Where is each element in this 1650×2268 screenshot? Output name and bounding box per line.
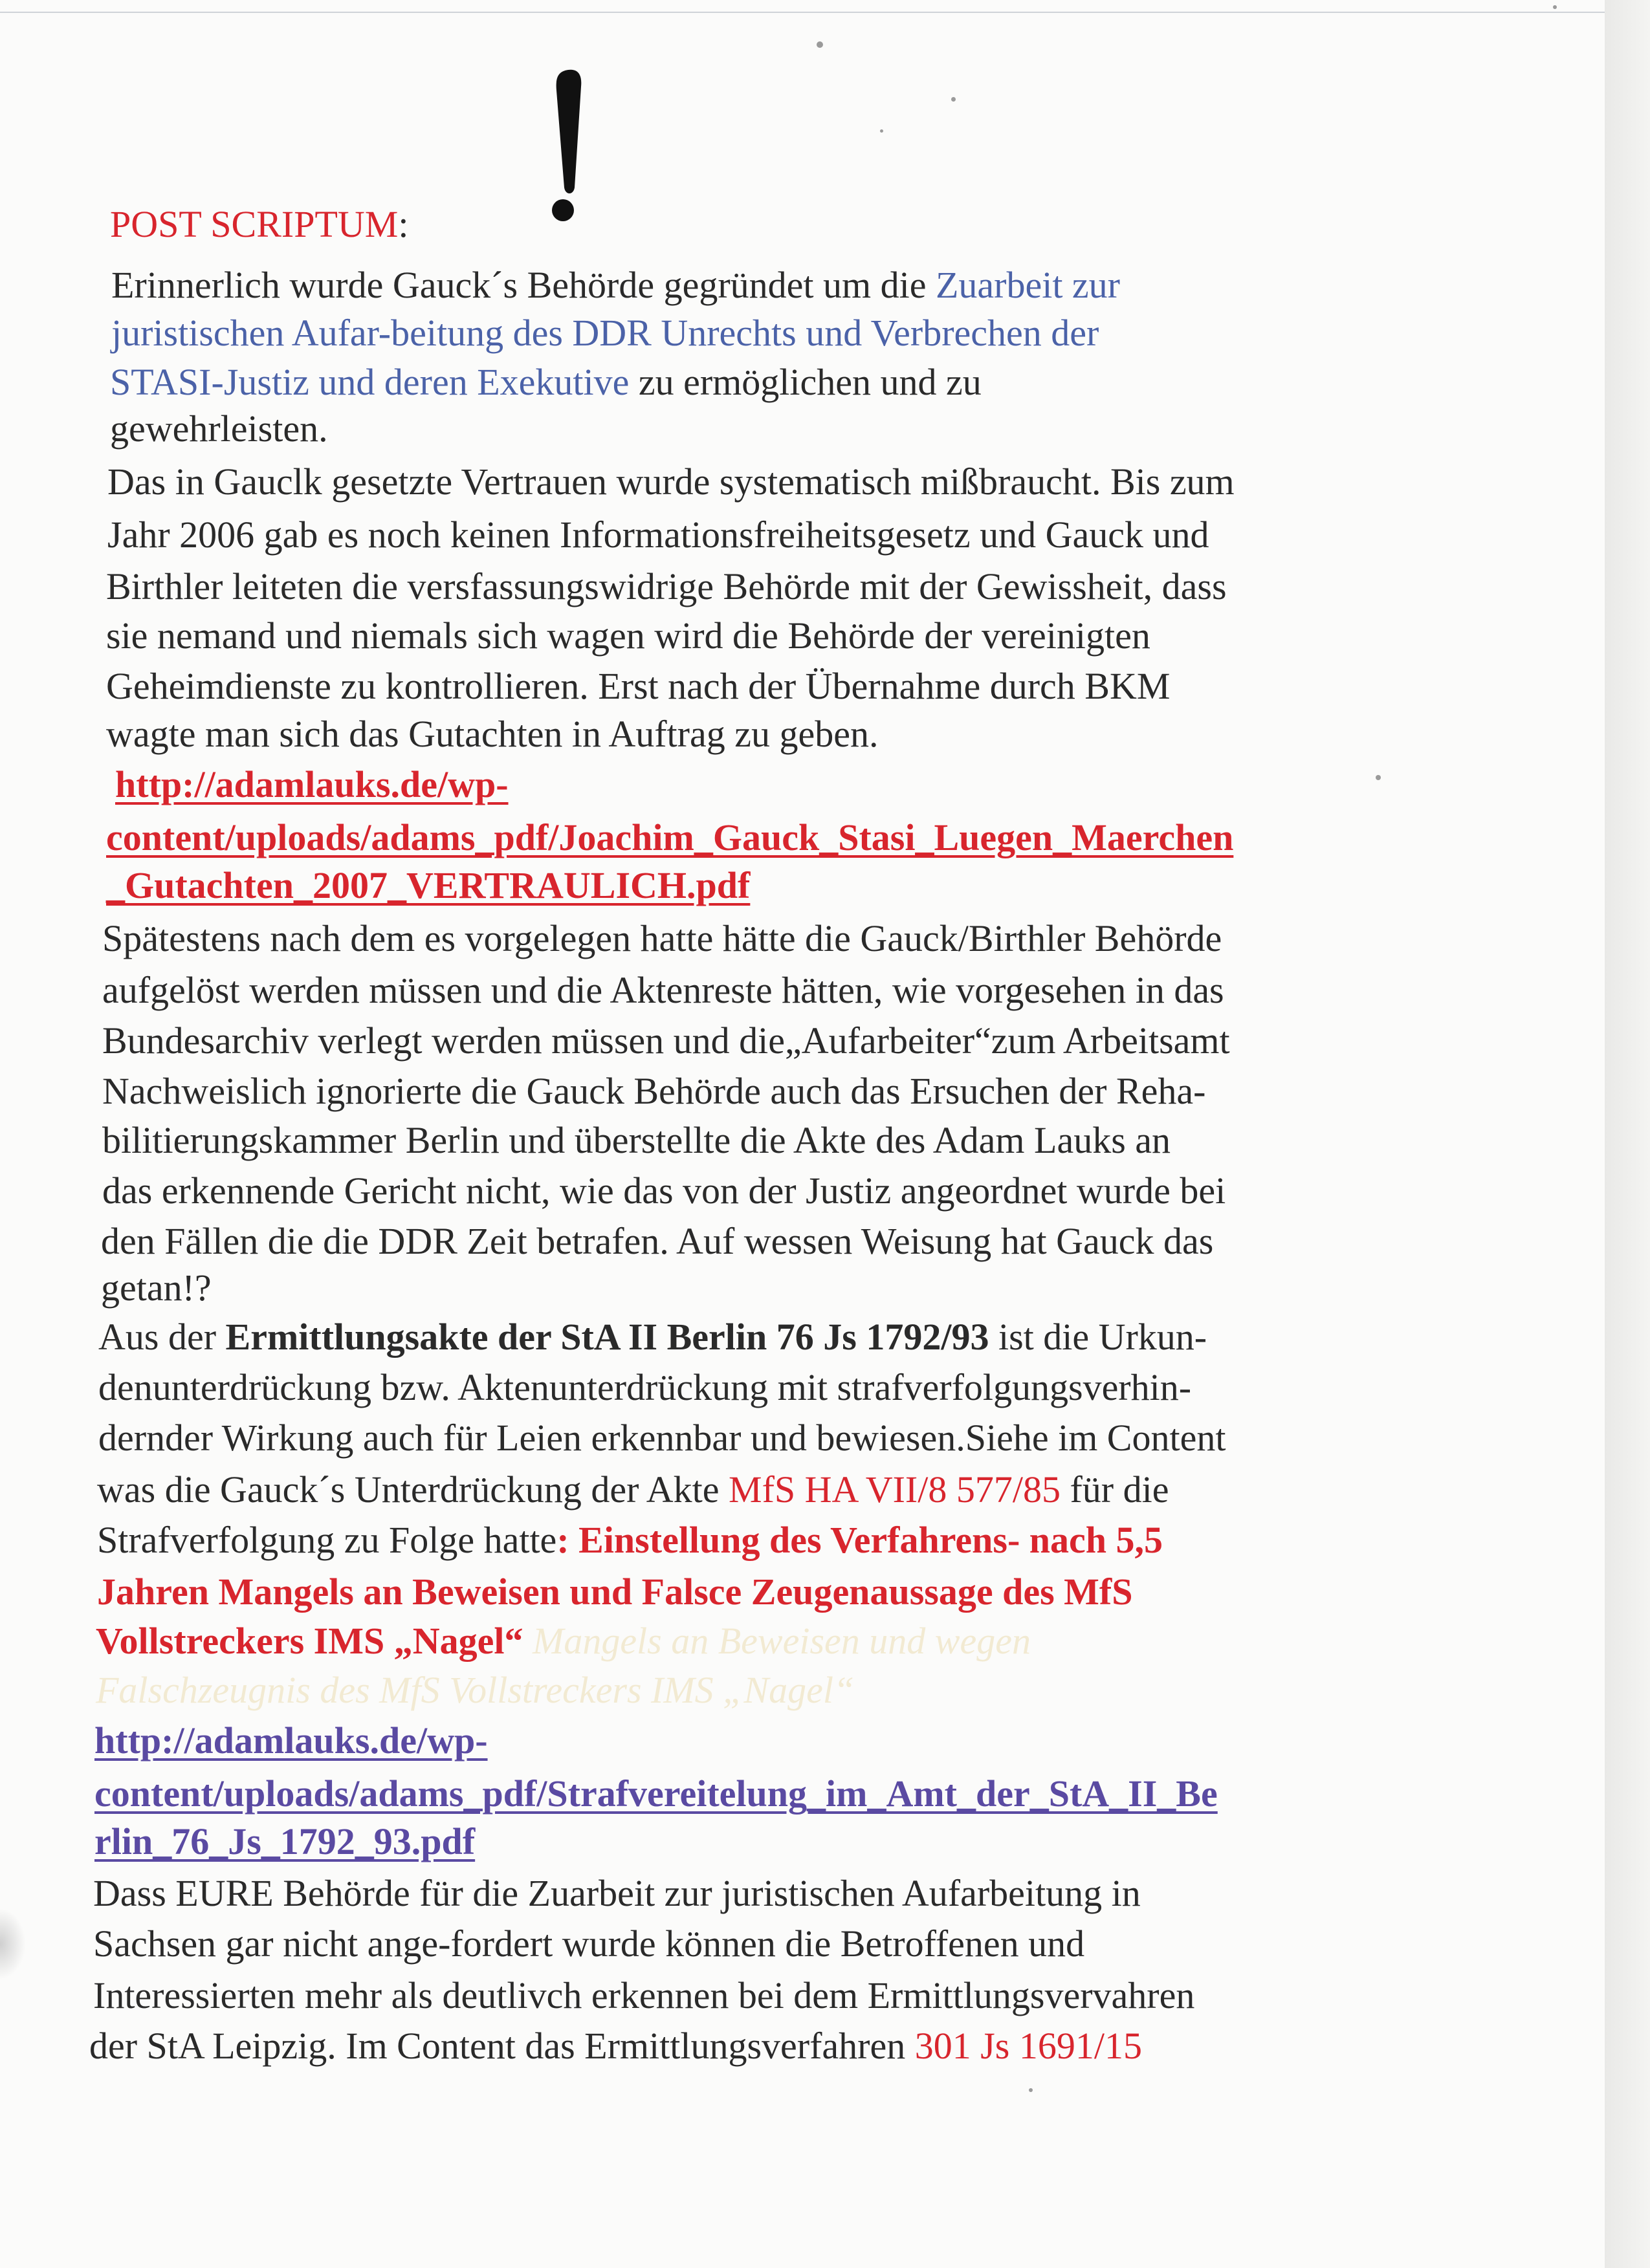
p3-line-7: den Fällen die die DDR Zeit betrafen. Auf wessen Weisung hat Gauck das (101, 1220, 1214, 1262)
strafvereitelung-link-line-3[interactable]: rlin_76_Js_1792_93.pdf (94, 1820, 476, 1862)
p2-line-5: Geheimdienste zu kontrollieren. Erst nach der Übernahme durch BKM (106, 665, 1171, 707)
p4-line-5 (97, 1516, 1163, 1564)
p4-line-7 (96, 1617, 1031, 1665)
p5-line-2: Sachsen gar nicht ange-fordert wurde können die Betroffenen und (93, 1923, 1085, 1965)
mfs-file-reference: MfS HA VII/8 577/85 (729, 1468, 1061, 1510)
p2-line-1: Das in Gauclk gesetzte Vertrauen wurde systematisch mißbraucht. Bis zum (107, 461, 1235, 503)
p5-line-3: Interessierten mehr als deutlivch erkennen bei dem Ermittlungsvervahren (93, 1974, 1195, 2016)
p4-text: Aus der (98, 1316, 226, 1358)
heading-colon: : (398, 203, 409, 245)
p3-line-8: getan!? (101, 1267, 212, 1309)
strafvereitelung-link-line-2[interactable]: content/uploads/adams_pdf/Strafvereitelung_im_Amt_der_StA_II_Be (94, 1772, 1218, 1815)
p3-line-3: Bundesarchiv verlegt werden müssen und die„Aufarbeiter“zum Arbeitsamt (102, 1020, 1230, 1062)
gutachten-link-line-1[interactable]: http://adamlauks.de/wp- (115, 763, 509, 805)
p4-text: ist die Urkun- (989, 1316, 1207, 1358)
p1-line-1 (111, 261, 1120, 309)
p5-line-1: Dass EURE Behörde für die Zuarbeit zur juristischen Aufarbeitung in (93, 1872, 1141, 1914)
leipzig-case-reference: 301 Js 1691/15 (914, 2025, 1142, 2067)
gutachten-link-line-3[interactable]: _Gutachten_2007_VERTRAULICH.pdf (106, 864, 751, 906)
p4-text: was die Gauck´s Unterdrückung der Akte (97, 1468, 729, 1510)
p4-line-1 (98, 1313, 1207, 1361)
p3-line-4: Nachweislich ignorierte die Gauck Behörde auch das Ersuchen der Reha- (102, 1070, 1206, 1112)
p3-line-5: bilitierungskammer Berlin und überstellte die Akte des Adam Lauks an (102, 1119, 1171, 1161)
post-scriptum-heading: POST SCRIPTUM (110, 203, 399, 245)
page-edge (1605, 0, 1650, 2268)
p2-line-4: sie nemand und niemals sich wagen wird die Behörde der vereinigten (106, 615, 1150, 657)
outcome-highlight: : Einstellung des Verfahrens- nach 5,5 (556, 1519, 1163, 1561)
p3-line-6: das erkennende Gericht nicht, wie das von der Justiz angeordnet wurde bei (102, 1170, 1226, 1212)
p4-line-2: denunterdrückung bzw. Aktenunterdrückung mit strafverfolgungsverhin- (98, 1366, 1192, 1408)
gutachten-link-line-2[interactable]: content/uploads/adams_pdf/Joachim_Gauck_Stasi_Luegen_Maerchen (106, 816, 1234, 858)
outcome-highlight: Vollstreckers IMS „Nagel“ (96, 1620, 523, 1662)
heading-line (110, 201, 409, 248)
p4-line-4 (97, 1466, 1169, 1514)
faded-text: Mangels an Beweisen und wegen (523, 1620, 1031, 1662)
p5-line-4 (89, 2022, 1142, 2070)
strafvereitelung-link-line-1[interactable]: http://adamlauks.de/wp- (94, 1719, 488, 1761)
p2-line-3: Birthler leiteten die versfassungswidrige Behörde mit der Gewissheit, dass (106, 565, 1227, 607)
p1-highlight: Zuarbeit zur (935, 264, 1120, 306)
p2-line-6: wagte man sich das Gutachten in Auftrag zu geben. (106, 713, 879, 755)
p2-line-2: Jahr 2006 gab es noch keinen Informationsfreiheitsgesetz und Gauck und (107, 514, 1209, 556)
p4-text: für die (1060, 1468, 1169, 1510)
p1-line-4: gewehrleisten. (110, 408, 328, 450)
p4-line-8-faded: Falschzeugnis des MfS Vollstreckers IMS „Nagel“ (96, 1669, 855, 1711)
p1-line-2: juristischen Aufar-beitung des DDR Unrechts und Verbrechen der (111, 312, 1099, 354)
p5-text: der StA Leipzig. Im Content das Ermittlungsverfahren (89, 2025, 915, 2067)
p4-line-6: Jahren Mangels an Beweisen und Falsce Zeugenaussage des MfS (97, 1571, 1133, 1613)
p1-text: zu ermöglichen und zu (629, 361, 982, 403)
p1-highlight: STASI-Justiz und deren Exekutive (110, 361, 630, 403)
p4-line-3: dernder Wirkung auch für Leien erkennbar und bewiesen.Siehe im Content (98, 1417, 1226, 1459)
p1-line-3 (110, 358, 982, 406)
p1-text: Erinnerlich wurde Gauck´s Behörde gegründet um die (111, 264, 936, 306)
p3-line-1: Spätestens nach dem es vorgelegen hatte hätte die Gauck/Birthler Behörde (102, 917, 1222, 959)
case-reference: Ermittlungsakte der StA II Berlin 76 Js 1792/93 (225, 1316, 989, 1358)
p3-line-2: aufgelöst werden müssen und die Aktenreste hätten, wie vorgesehen in das (102, 969, 1224, 1011)
p4-text: Strafverfolgung zu Folge hatte (97, 1519, 557, 1561)
